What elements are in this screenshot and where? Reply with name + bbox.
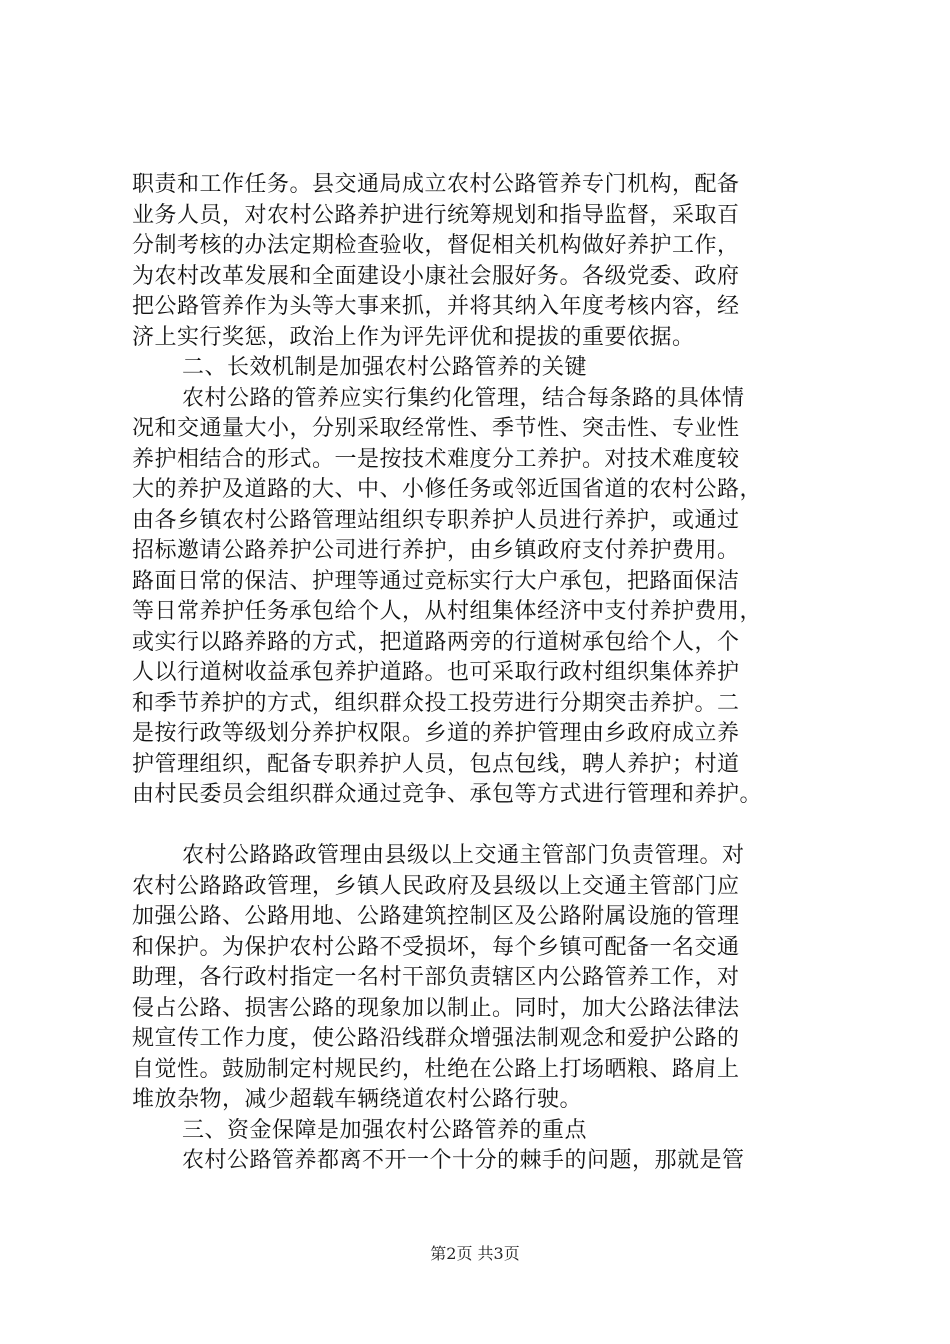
page-number-label: 第2页 共3页 <box>430 1244 520 1263</box>
text-line: 业务人员，对农村公路养护进行统筹规划和指导监督，采取百 <box>132 202 740 228</box>
text-line: 堆放杂物，减少超载车辆绕道农村公路行驶。 <box>132 1087 583 1112</box>
body-text <box>132 170 852 1177</box>
text-line: 助理，各行政村指定一名村干部负责辖区内公路管养工作，对 <box>132 965 740 990</box>
text-line: 侵占公路、损害公路的现象加以制止。同时，加大公路法律法 <box>132 995 740 1021</box>
text-line: 是按行政等级划分养护权限。乡道的养护管理由乡政府成立养 <box>132 721 740 746</box>
text-line: 农村公路管养都离不开一个十分的棘手的问题，那就是管 <box>182 1148 745 1173</box>
text-line: 招标邀请公路养护公司进行养护，由乡镇政府支付养护费用。 <box>132 538 740 563</box>
text-line: 为农村改革发展和全面建设小康社会服好务。各级党委、政府 <box>132 263 740 289</box>
text-line: 职责和工作任务。县交通局成立农村公路管养专门机构，配备 <box>132 172 740 197</box>
text-line: 把公路管养作为头等大事来抓，并将其纳入年度考核内容，经 <box>132 294 740 319</box>
section-heading: 三、资金保障是加强农村公路管养的重点 <box>182 1117 588 1143</box>
text-line: 和季节养护的方式，组织群众投工投劳进行分期突击养护。二 <box>132 690 740 716</box>
text-line: 农村公路路政管理由县级以上交通主管部门负责管理。对 <box>182 843 745 868</box>
text-line: 规宣传工作力度，使公路沿线群众增强法制观念和爱护公路的 <box>132 1026 740 1051</box>
text-line: 等日常养护任务承包给个人，从村组集体经济中支付养护费用， <box>132 599 763 624</box>
text-line: 加强公路、公路用地、公路建筑控制区及公路附属设施的管理 <box>132 904 740 929</box>
page-footer <box>0 1244 950 1264</box>
text-line: 自觉性。鼓励制定村规民约，杜绝在公路上打场晒粮、路肩上 <box>132 1056 740 1082</box>
text-line: 养护相结合的形式。一是按技术难度分工养护。对技术难度较 <box>132 446 740 472</box>
text-line: 大的养护及道路的大、中、小修任务或邻近国省道的农村公路， <box>132 477 763 502</box>
text-line: 济上实行奖惩，政治上作为评先评优和提拔的重要依据。 <box>132 324 695 350</box>
paragraph-gap <box>132 811 852 842</box>
text-line: 由村民委员会组织群众通过竞争、承包等方式进行管理和养护。 <box>132 782 763 807</box>
text-line: 农村公路的管养应实行集约化管理，结合每条路的具体情 <box>182 385 745 411</box>
text-line: 路面日常的保洁、护理等通过竞标实行大户承包，把路面保洁 <box>132 568 740 594</box>
text-line: 分制考核的办法定期检查验收，督促相关机构做好养护工作， <box>132 233 740 258</box>
section-heading: 二、长效机制是加强农村公路管养的关键 <box>182 355 588 380</box>
text-line: 和保护。为保护农村公路不受损坏，每个乡镇可配备一名交通 <box>132 934 740 960</box>
text-line: 护管理组织，配备专职养护人员，包点包线，聘人养护；村道 <box>132 751 740 777</box>
text-line: 农村公路路政管理，乡镇人民政府及县级以上交通主管部门应 <box>132 873 740 899</box>
text-line: 人以行道树收益承包养护道路。也可采取行政村组织集体养护 <box>132 660 740 685</box>
text-line: 或实行以路养路的方式，把道路两旁的行道树承包给个人，个 <box>132 629 740 655</box>
text-line: 况和交通量大小，分别采取经常性、季节性、突击性、专业性 <box>132 416 740 441</box>
text-line: 由各乡镇农村公路管理站组织专职养护人员进行养护，或通过 <box>132 507 740 533</box>
